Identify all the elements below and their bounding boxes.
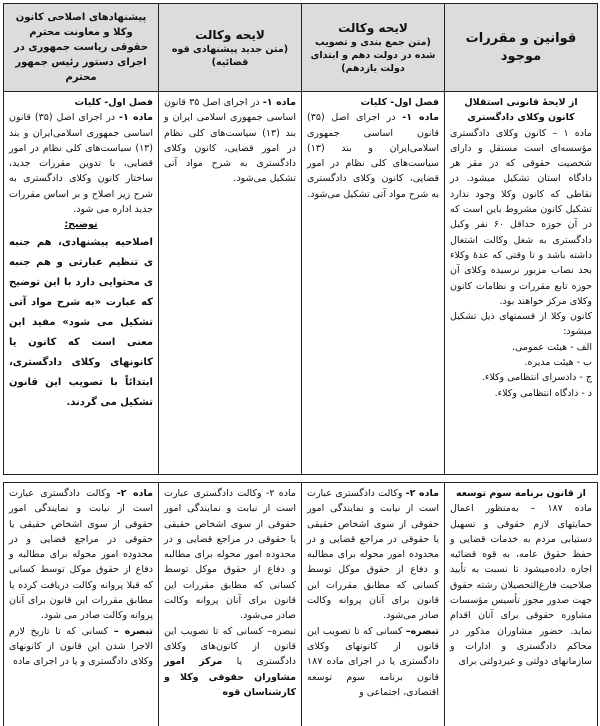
judiciary-art2-note-body: کسانی که تا تصویب این قانون از کانون‌های وکلای دادگستری یا xyxy=(164,625,296,668)
proposal-art2-note xyxy=(9,624,153,670)
existing-art1-item: د - دادگاه انتظامی وکلاء. xyxy=(494,387,592,399)
gov-art1-body: در اجرای اصل (۳۵) قانون اساسی جمهوری اسلامی‌ایران و بند (۱۳) سیاست‌های کلی نظام در امور قضایی، کانون وکلای دادگستری به شرح مواد آتی تشکیل می‌شود. xyxy=(307,112,439,200)
cell-proposal-art2 xyxy=(4,483,159,726)
cell-gov-art2 xyxy=(302,483,445,726)
cell-gov-art1 xyxy=(302,92,445,475)
comparison-table-bottom xyxy=(3,482,598,726)
judiciary-art2-lead: ماده ۲- xyxy=(265,488,296,499)
existing-art1-item: ج - دادسرای انتظامی وکلاء. xyxy=(481,372,592,384)
article-1-row xyxy=(4,92,598,475)
proposal-art2-lead: ماده ۲- xyxy=(116,488,153,499)
existing-art2-heading: از قانون برنامه سوم توسعه xyxy=(456,488,586,499)
judiciary-art2-note-bold: مرکز امور مشاوران حقوقی وکلا و کارشناسان قوه xyxy=(164,656,296,698)
header-gov-bill xyxy=(302,4,445,92)
proposal-art1-heading: فصل اول- کلیات xyxy=(74,97,153,108)
header-row xyxy=(4,4,598,92)
cell-judiciary-art1 xyxy=(159,92,302,475)
gov-art2-body: وکالت دادگستری عبارت است از نیابت و نمایندگی امور حقوقی از سوی اشخاص حقیقی یا حقوقی در مراجع قضایی و در محدوده امور محوله برای مطالبه و دفاع از حقوق موکل توسط کسانی که مطابق مقررات این قانون برای آنان پروانه وکالت صادر می‌شود. xyxy=(307,488,439,622)
existing-art1-item: الف - هیئت عمومی. xyxy=(511,341,592,353)
existing-art1-list-intro: کانون وکلا از قسمتهای ذیل تشکیل میشود: xyxy=(450,311,592,338)
header-existing-title: قوانین و مقررات موجود xyxy=(465,30,577,64)
existing-art2-body: ماده ۱۸۷ – به‌منظور اعمال حمایتهای لازم حقوقی و تسهیل دستیابی مردم به خدمات قضایی و حفظ حقوق عامه، به قوه قضائیه اجازه داده‌میشود تا نسبت به تأیید صلاحیت فارغ‌التحصیلان رشته حقوق جهت صدور مجوز تأسیس مؤسسات مشاوره حقوقی برای آنان اقدام نماید. حضور مشاوران مذکور در محاکم دادگستری و ادارات و سازمانهای دولتی و غیردولتی برای xyxy=(450,503,592,668)
proposal-art2-note-body: کسانی که تا تاریخ لازم الاجرا شدن این قانون از کانونهای وکلای دادگستری و یا در اجرای ماده xyxy=(9,625,153,668)
header-judiciary-bill xyxy=(159,4,302,92)
gov-art1-lead: ماده ۱- xyxy=(402,112,439,124)
judiciary-art1-text xyxy=(164,95,296,187)
judiciary-art1-body: در اجرای اصل ۳۵ قانون اساسی جمهوری اسلامی ایران و بند (۱۳) سیاست‌های کلی نظام در امور قضایی، کانون وکلای دادگستری به شرح مواد آتی تشکیل می‌شود. xyxy=(164,97,296,185)
gov-art2-note-label: تبصره– xyxy=(405,625,439,637)
header-existing-laws xyxy=(445,4,598,92)
proposal-art1-note-label: توضیح: xyxy=(64,219,98,231)
header-gov-sub: (متن جمع بندی و تصویب شده در دولت دهم و ابتدای دولت یازدهم) xyxy=(310,37,436,74)
gov-art1-heading: فصل اول- کلیات xyxy=(360,97,439,108)
gov-art2-lead: ماده ۲- xyxy=(405,488,439,499)
judiciary-art2-note xyxy=(164,624,296,700)
existing-art1-item: ب - هیئت مدیره. xyxy=(524,357,592,369)
proposal-art2-note-label: تبصره – xyxy=(113,625,153,637)
judiciary-art2-text xyxy=(164,486,296,624)
proposal-art1-text xyxy=(9,110,153,217)
judiciary-art2-note-label: تبصره– xyxy=(267,625,296,637)
proposal-art1-body: در اجرای اصل (۳۵) قانون اساسی جمهوری اسلامی‌ایران و بند (۱۳) سیاست‌های کلی نظام در امور قضایی، با تدوین مقررات جدید، ساختار کانون وکلای دادگستری به شرح زیر اصلاح و بر اساس مقررات جدید اداره می شود. xyxy=(9,112,153,216)
proposal-art1-lead: ماده ۱- xyxy=(119,112,153,124)
header-gov-title: لایحه وکالت xyxy=(338,21,408,35)
proposal-art2-body: وکالت دادگستری عبارت است از نیابت و نمایندگی امور حقوقی از سوی اشخاص حقیقی یا حقوقی در مراجع قضایی و در محدوده امور محوله برای مطالبه و دفاع از حقوق موکل توسط کسانی که قبلا پروانه وکالت دریافت کرده یا مطابق مقررات این قانون برای آنان پروانه وکالت صادر می شود. xyxy=(9,488,153,622)
header-proposals xyxy=(4,4,159,92)
judiciary-art1-lead: ماده ۱- xyxy=(262,97,297,108)
header-proposals-title: پیشنهادهای اصلاحی کانون وکلا و معاونت محترم حقوقی ریاست جمهوری در اجرای دستور رئیس جمهور محترم xyxy=(13,12,149,83)
existing-art1-body: ماده ۱ – کانون وکلای دادگستری مؤسسه‌ای است مستقل و دارای شخصیت حقوقی که در مقر هر دادگاه استان تشکیل میشود. در نقاطی که کانون وکلا وجود ندارد تشکیل کانون مشروط باین است که در آن حوزه حداقل ۶۰ نفر وکیل دادگستری به شغل وکالت اشتغال داشته باشد و تا وقتی که عدهٔ وکلاء بحد نصاب مزبور نرسیده وکلای آن حوزه تابع مقررات و نظامات کانون وکلای مرکز خواهند بود. xyxy=(450,127,593,307)
existing-art1-heading: از لایحهٔ قانونی استقلال کانون وکلای دادگستری xyxy=(464,97,578,124)
header-judiciary-title: لایحه وکالت xyxy=(195,27,265,42)
proposal-art1-note-label-line xyxy=(9,217,153,232)
gov-art2-text xyxy=(307,486,439,624)
cell-judiciary-art2 xyxy=(159,483,302,726)
proposal-art1-note-body: اصلاحیه پیشنهادی، هم جنبه ی تنظیم عبارتی و هم جنبه ی محتوایی دارد با این توضیح که عبارت «به شرح مواد آتی تشکیل می شود» مفید این معنی است که کانون یا کانونهای وکلای دادگستری، ابتدائاً با تصویب این قانون تشکیل می گردند. xyxy=(9,236,153,408)
header-judiciary-sub: (متن جدید پیشنهادی قوه قضائیه) xyxy=(171,43,289,68)
proposal-art2-text xyxy=(9,486,153,624)
cell-existing-art2 xyxy=(445,483,598,726)
gov-art2-note-body: کسانی که تا تصویب این قانون از کانونهای وکلای دادگستری یا در اجرای ماده ۱۸۷ قانون برنامه سوم توسعه اقتصادی، اجتماعی و xyxy=(307,625,439,698)
article-2-row xyxy=(4,483,598,726)
gov-art1-text xyxy=(307,110,439,202)
judiciary-art2-body: وکالت دادگستری عبارت است از نیابت و نمایندگی امور حقوقی از سوی اشخاص حقیقی یا حقوقی در مراجع قضایی و در محدوده امور محوله برای مطالبه و دفاع از حقوق موکل توسط کسانی که مطابق مقررات این قانون برای آنان پروانه وکالت صادر می‌شود. xyxy=(164,488,296,622)
cell-proposal-art1 xyxy=(4,92,159,475)
cell-existing-art1 xyxy=(445,92,598,475)
comparison-table-top xyxy=(3,3,598,475)
gov-art2-note xyxy=(307,624,439,700)
